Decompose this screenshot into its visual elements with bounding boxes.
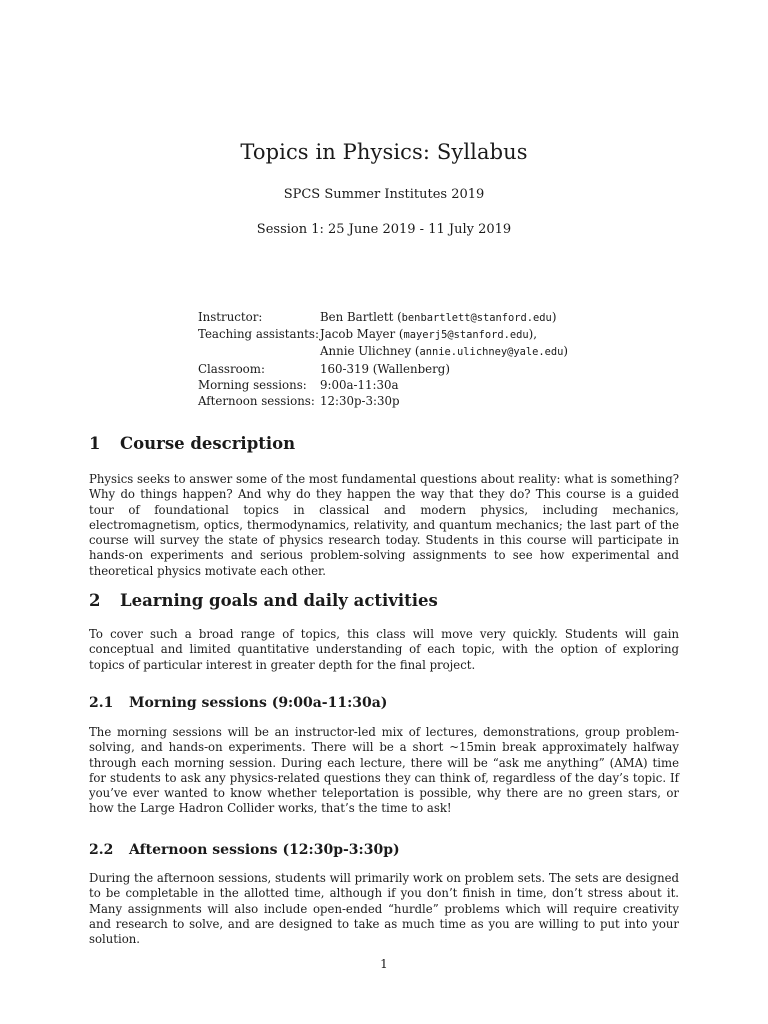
ta-row — [198, 326, 568, 343]
instructor-email: benbartlett@stanford.edu — [401, 312, 552, 324]
section-2-1-title: Morning sessions (9:00a-11:30a) — [129, 695, 388, 711]
ta1-value — [320, 326, 537, 343]
section-2-2-heading — [89, 842, 400, 858]
ta-label: Teaching assistants: — [198, 327, 319, 342]
ta1-email: mayerj5@stanford.edu — [403, 329, 529, 342]
afternoon-row — [198, 393, 568, 409]
ta2-spacer — [198, 343, 320, 360]
section-2-text: To cover such a broad range of topics, this class will move very quickly. Students will gain conceptual and limited quantitative understanding of each topic, with the option of exploring topics of particular interest in greater depth for the final project. — [89, 627, 679, 672]
instructor-value — [320, 309, 556, 326]
afternoon-value: 12:30p-3:30p — [320, 394, 400, 409]
section-2-2-text: During the afternoon sessions, students will primarily work on problem sets. The sets are designed to be completable in the allotted time, although if you don’t finish in time, don’t stress about it. Many assignments will also include open-ended “hurdle” problems which will require creativity and research to solve, and are designed to take as much time as you are willing to put into your solution. — [89, 871, 679, 947]
section-2-heading — [89, 591, 438, 610]
morning-label: Morning sessions: — [198, 377, 307, 392]
section-1-number: 1 — [89, 434, 101, 453]
classroom-label: Classroom: — [198, 361, 265, 376]
section-1-title: Course description — [120, 434, 296, 453]
morning-row — [198, 377, 568, 393]
section-1-text: Physics seeks to answer some of the most fundamental questions about reality: what is something? Why do things happen? And why do they happen the way that they do? This course is a guided tour of foundational topics in classical and modern physics, including mechanics, electromagnetism, optics, thermodynamics, relativity, and quantum mechanics; the last part of the course will survey the state of physics research today. Students in this course will participate in hands-on experiments and serious problem-solving assignments to see how experimental and theoretical physics motivate each other. — [89, 472, 679, 578]
morning-value: 9:00a-11:30a — [320, 377, 399, 392]
course-info-table — [198, 309, 568, 409]
afternoon-label: Afternoon sessions: — [198, 394, 315, 409]
section-2-1-heading — [89, 695, 387, 711]
document-subtitle: SPCS Summer Institutes 2019 — [283, 187, 485, 202]
ta1-name: Jacob Mayer ( — [320, 327, 404, 342]
ta2-name: Annie Ulichney ( — [320, 344, 420, 359]
ta2-email: annie.ulichney@yale.edu — [419, 346, 564, 359]
instructor-close: ) — [551, 310, 557, 324]
ta2-value — [320, 343, 568, 360]
instructor-name: Ben Bartlett ( — [320, 310, 402, 324]
document-title: Topics in Physics: Syllabus — [240, 140, 528, 164]
section-2-title: Learning goals and daily activities — [120, 591, 438, 610]
session-dates: Session 1: 25 June 2019 - 11 July 2019 — [256, 222, 512, 237]
instructor-label: Instructor: — [198, 310, 263, 324]
ta2-row — [198, 343, 568, 360]
section-1-heading — [89, 434, 295, 453]
section-2-2-title: Afternoon sessions (12:30p-3:30p) — [129, 842, 400, 858]
section-2-1-text: The morning sessions will be an instructor-led mix of lectures, demonstrations, group problem-solving, and hands-on experiments. There will be a short ~15min break approximately halfway through each morning session. During each lecture, there will be “ask me anything” (AMA) time for students to ask any physics-related questions they can think of, regardless of the day’s topic. If you’ve ever wanted to know whether teleportation is possible, why there are no green stars, or how the Large Hadron Collider works, that’s the time to ask! — [89, 725, 679, 816]
section-2-2-number: 2.2 — [89, 842, 114, 858]
section-2-number: 2 — [89, 591, 101, 610]
page-number: 1 — [380, 957, 388, 971]
classroom-value: 160-319 (Wallenberg) — [320, 361, 450, 376]
classroom-row — [198, 361, 568, 377]
ta2-close: ) — [563, 344, 569, 359]
instructor-row — [198, 309, 568, 326]
ta1-close: ), — [528, 327, 538, 342]
section-2-1-number: 2.1 — [89, 695, 114, 711]
